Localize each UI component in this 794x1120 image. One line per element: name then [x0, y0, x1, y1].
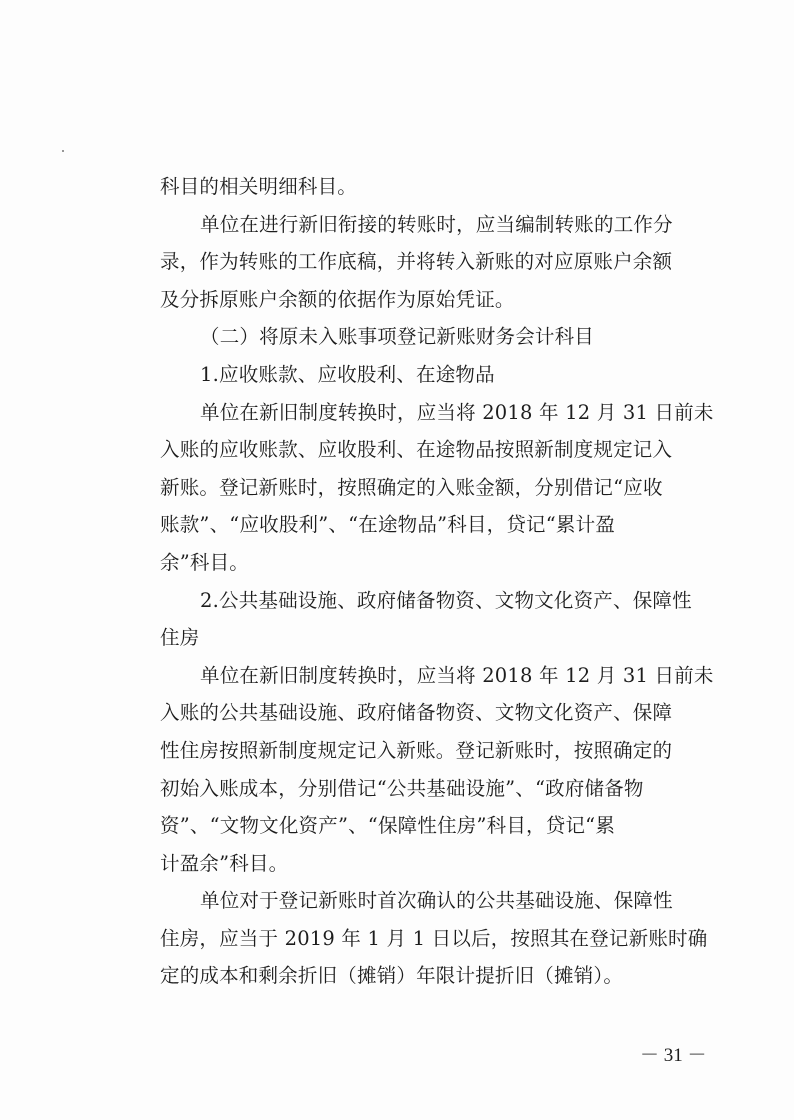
text-line: 新账。登记新账时，按照确定的入账金额，分别借记“应收 — [160, 475, 663, 499]
text-line: 初始入账成本，分别借记“公共基础设施”、“政府储备物 — [160, 776, 644, 800]
text-line: 性住房按照新制度规定记入新账。登记新账时，按照确定的 — [160, 738, 673, 762]
text-line: 账款”、“应收股利”、“在途物品”科目，贷记“累计盈 — [160, 513, 616, 537]
text-line: 计盈余”科目。 — [160, 851, 289, 875]
text-line: 资”、“文物文化资产”、“保障性住房”科目，贷记“累 — [160, 814, 616, 838]
text-line: 定的成本和剩余折旧（摊销）年限计提折旧（摊销）。 — [160, 964, 624, 988]
text-line: 余”科目。 — [160, 550, 249, 574]
text-line: 科目的相关明细科目。 — [160, 175, 358, 198]
text-line: 住房，应当于 2019 年 1 月 1 日以后，按照其在登记新账时确 — [160, 926, 708, 950]
text-line: 单位在新旧制度转换时，应当将 2018 年 12 月 31 日前未 — [200, 400, 714, 424]
scan-speck — [62, 150, 64, 152]
subsection-heading: 1.应收账款、应收股利、在途物品 — [200, 362, 495, 386]
text-line: 单位对于登记新账时首次确认的公共基础设施、保障性 — [200, 889, 673, 913]
subsection-heading-cont: 住房 — [160, 626, 200, 650]
text-line: 入账的公共基础设施、政府储备物资、文物文化资产、保障 — [160, 701, 673, 725]
text-line: 及分拆原账户余额的依据作为原始凭证。 — [160, 287, 515, 311]
text-line: 单位在新旧制度转换时，应当将 2018 年 12 月 31 日前未 — [200, 663, 714, 687]
section-heading: （二）将原未入账事项登记新账财务会计科目 — [200, 325, 595, 349]
subsection-heading: 2.公共基础设施、政府储备物资、文物文化资产、保障性 — [200, 588, 692, 612]
page-number: － 31 － — [640, 1045, 707, 1066]
text-line: 单位在进行新旧衔接的转账时，应当编制转账的工作分 — [200, 212, 673, 236]
text-line: 入账的应收账款、应收股利、在途物品按照新制度规定记入 — [160, 438, 673, 462]
text-line: 录，作为转账的工作底稿，并将转入新账的对应原账户余额 — [160, 250, 673, 274]
body-text — [160, 168, 714, 995]
